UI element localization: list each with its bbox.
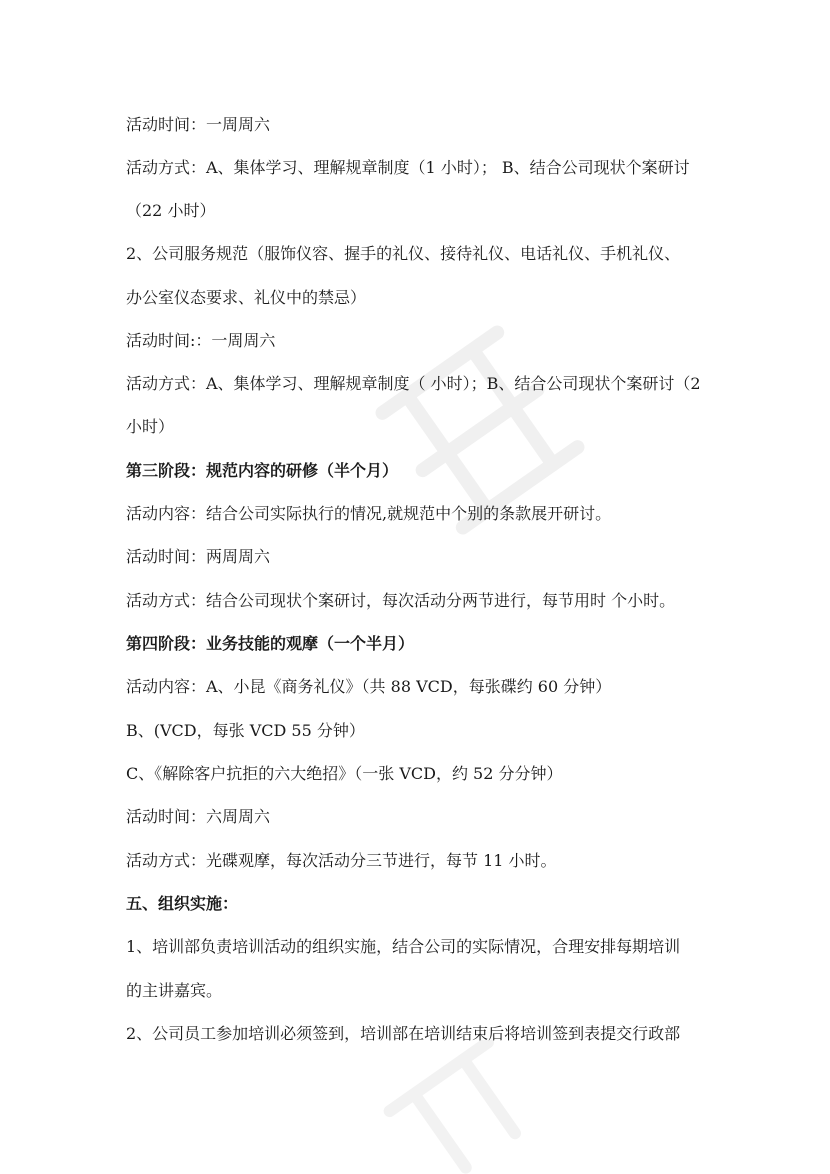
section-heading: 第三阶段：规范内容的研修（半个月） [126,461,399,480]
text-line: 活动内容：A、小昆《商务礼仪》（共 88 VCD，每张碟约 60 分钟） [126,677,612,696]
watermark-logo-icon-bottom [360,1040,560,1174]
text-line: 活动时间:：一周周六 [126,331,276,350]
text-line: 活动方式：光碟观摩，每次活动分三节进行，每节 11 小时。 [126,851,557,870]
text-line: 2、公司服务规范（服饰仪容、握手的礼仪、接待礼仪、电话礼仪、手机礼仪、 [126,244,681,263]
text-line: 活动时间：一周周六 [126,115,271,134]
section-heading: 第四阶段：业务技能的观摩（一个半月） [126,634,415,653]
text-line: 活动方式：结合公司现状个案研讨，每次活动分两节进行，每节用时 个小时。 [126,591,676,610]
text-line: B、(VCD，每张 VCD 55 分钟） [126,721,365,740]
text-line: 办公室仪态要求、礼仪中的禁忌） [126,288,367,307]
section-heading: 五、组织实施： [126,894,239,913]
text-line: 活动方式：A、集体学习、理解规章制度（ 小时）；B、结合公司现状个案研讨（2 [126,374,701,393]
text-line: 活动时间：两周周六 [126,547,271,566]
text-line: 活动时间：六周周六 [126,807,271,826]
text-line: 活动方式：A、集体学习、理解规章制度（1 小时）； B、结合公司现状个案研讨 [126,158,690,177]
text-line: （22 小时） [126,201,216,220]
text-line: 2、公司员工参加培训必须签到，培训部在培训结束后将培训签到表提交行政部 [126,1024,681,1043]
text-line: 的主讲嘉宾。 [126,981,223,1000]
text-line: 1、培训部负责培训活动的组织实施，结合公司的实际情况，合理安排每期培训 [126,937,681,956]
text-line: C、《解除客户抗拒的六大绝招》（一张 VCD，约 52 分分钟） [126,764,563,783]
text-line: 小时） [126,417,175,436]
text-line: 活动内容：结合公司实际执行的情况,就规范中个别的条款展开研讨。 [126,504,612,523]
